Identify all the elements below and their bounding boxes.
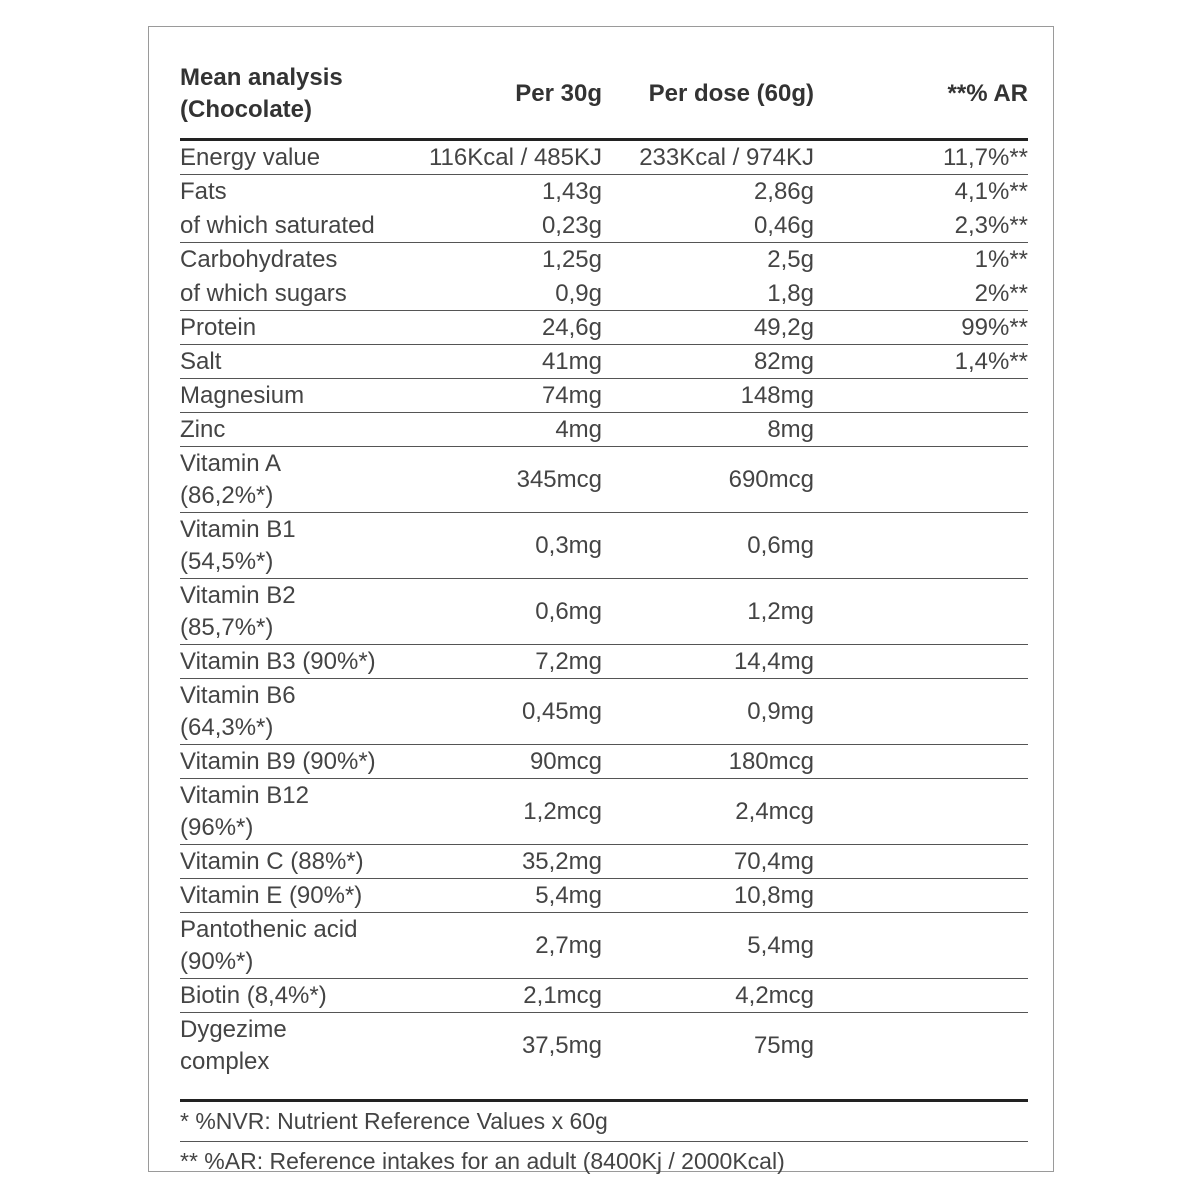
nutrient-name: Biotin (8,4%*) xyxy=(180,981,327,1009)
nutrient-name-line: (54,5%*) xyxy=(180,547,274,575)
nutrient-value: 0,23g xyxy=(541,211,602,239)
header-nutrient xyxy=(180,62,402,126)
table-row xyxy=(180,513,1028,579)
nutrient-value: 1,8g xyxy=(767,279,814,307)
nutrient-value: 2,86g xyxy=(753,178,814,205)
nutrient-name: of which sugars xyxy=(180,279,347,307)
nutrient-name xyxy=(180,1014,402,1078)
nutrient-name xyxy=(180,780,402,844)
nutrient-name: Vitamin B3 (90%*) xyxy=(180,647,376,675)
nutrient-value: 0,6mg xyxy=(747,531,814,559)
nutrient-value: 1,2mcg xyxy=(523,797,602,825)
nutrient-value: 0,46g xyxy=(753,211,814,239)
table-row xyxy=(180,311,1028,345)
nutrient-value: 0,9g xyxy=(555,279,602,307)
nutrient-name: Zinc xyxy=(180,415,226,443)
footnote-ar: ** %AR: Reference intakes for an adult (8400Kj / 2000Kcal) xyxy=(180,1148,785,1174)
table-body xyxy=(180,141,1028,1079)
table-row xyxy=(180,413,1028,447)
table-row xyxy=(180,447,1028,513)
nutrient-value: 8mg xyxy=(767,415,814,443)
nutrient-value: 0,6mg xyxy=(535,597,602,625)
nutrient-name: Vitamin E (90%*) xyxy=(180,881,363,909)
table-row xyxy=(180,879,1028,913)
nutrient-value: 2,4mcg xyxy=(735,797,814,825)
table-row xyxy=(180,579,1028,645)
nutrient-name: Energy value xyxy=(180,143,321,171)
nutrient-value: 75mg xyxy=(753,1032,814,1059)
nutrient-name: of which saturated xyxy=(180,211,375,239)
nutrient-value: 70,4mg xyxy=(733,847,814,875)
nutrient-name: Carbohydrates xyxy=(180,246,338,273)
nutrient-name xyxy=(180,514,402,578)
nutrient-value: 4,1%** xyxy=(954,178,1028,205)
nutrient-value: 116Kcal / 485KJ xyxy=(428,143,602,171)
table-row xyxy=(180,175,1028,209)
table-row xyxy=(180,345,1028,379)
nutrient-name: Vitamin C (88%*) xyxy=(180,847,364,875)
nutrient-value: 2%** xyxy=(974,279,1028,307)
nutrient-value: 1,4%** xyxy=(954,347,1028,375)
nutrient-name-line: complex xyxy=(180,1048,270,1075)
nutrient-name xyxy=(180,580,402,644)
nutrient-value: 180mcg xyxy=(728,747,814,775)
table-row xyxy=(180,979,1028,1013)
nutrient-name-line: Vitamin B2 xyxy=(180,581,296,609)
table-row xyxy=(180,913,1028,979)
nutrient-value: 1,2mg xyxy=(747,597,814,625)
nutrient-value: 0,45mg xyxy=(521,697,602,725)
header-ar: **% AR xyxy=(947,79,1028,107)
nutrient-name xyxy=(180,680,402,744)
nutrient-value: 0,9mg xyxy=(747,697,814,725)
nutrient-value: 0,3mg xyxy=(535,531,602,559)
nutrient-value: 10,8mg xyxy=(733,881,814,909)
nutrient-name-line: (85,7%*) xyxy=(180,613,274,641)
table-row xyxy=(180,379,1028,413)
table-row xyxy=(180,243,1028,277)
table-row xyxy=(180,645,1028,679)
nutrient-value: 24,6g xyxy=(541,313,602,341)
nutrient-value: 90mcg xyxy=(529,747,602,775)
table-row xyxy=(180,745,1028,779)
nutrient-name-line: Vitamin B6 xyxy=(180,681,296,709)
nutrient-name xyxy=(180,448,402,512)
nutrient-value: 99%** xyxy=(961,313,1028,341)
footnote-nvr: * %NVR: Nutrient Reference Values x 60g xyxy=(180,1102,1028,1142)
nutrition-panel xyxy=(148,26,1054,1172)
table-row xyxy=(180,209,1028,243)
table-row xyxy=(180,1013,1028,1079)
table-row xyxy=(180,141,1028,175)
nutrient-value: 1,43g xyxy=(541,178,602,205)
nutrient-value: 345mcg xyxy=(516,465,602,493)
nutrient-value: 37,5mg xyxy=(521,1032,602,1059)
nutrient-name-line: Vitamin A xyxy=(180,449,281,477)
nutrient-value: 233Kcal / 974KJ xyxy=(639,143,814,171)
table-row xyxy=(180,845,1028,879)
nutrient-value: 4mg xyxy=(555,415,602,443)
nutrient-value: 1%** xyxy=(974,246,1028,273)
nutrient-value: 148mg xyxy=(740,381,814,409)
nutrient-value: 2,3%** xyxy=(954,211,1028,239)
nutrition-table xyxy=(180,49,1028,1182)
nutrient-name: Salt xyxy=(180,347,222,375)
table-row xyxy=(180,779,1028,845)
nutrient-value: 11,7%** xyxy=(943,143,1028,171)
nutrient-name: Magnesium xyxy=(180,381,305,409)
table-header xyxy=(180,49,1028,141)
header-line-1: Mean analysis xyxy=(180,63,343,91)
nutrient-value: 2,1mcg xyxy=(523,981,602,1009)
nutrient-name-line: Pantothenic acid xyxy=(180,915,358,943)
nutrient-name: Vitamin B9 (90%*) xyxy=(180,747,376,775)
nutrient-value: 74mg xyxy=(541,381,602,409)
nutrient-value: 690mcg xyxy=(728,465,814,493)
nutrient-name-line: Vitamin B12 xyxy=(180,781,309,809)
nutrient-value: 41mg xyxy=(541,347,602,375)
nutrient-value: 4,2mcg xyxy=(735,981,814,1009)
nutrient-name-line: Dygezime xyxy=(180,1016,287,1043)
table-row xyxy=(180,679,1028,745)
nutrient-value: 1,25g xyxy=(541,246,602,273)
nutrient-value: 7,2mg xyxy=(535,647,602,675)
nutrient-name-line: (86,2%*) xyxy=(180,481,274,509)
nutrient-value: 5,4mg xyxy=(535,881,602,909)
nutrient-value: 35,2mg xyxy=(521,847,602,875)
nutrient-value: 14,4mg xyxy=(733,647,814,675)
nutrient-value: 2,7mg xyxy=(535,931,602,959)
table-row xyxy=(180,277,1028,311)
nutrient-name-line: Vitamin B1 xyxy=(180,515,296,543)
nutrient-name-line: (96%*) xyxy=(180,813,254,841)
nutrient-name-line: (64,3%*) xyxy=(180,713,274,741)
nutrient-value: 5,4mg xyxy=(747,931,814,959)
nutrient-value: 2,5g xyxy=(767,246,814,273)
nutrient-name: Fats xyxy=(180,178,227,205)
nutrient-name: Protein xyxy=(180,313,257,341)
nutrient-value: 49,2g xyxy=(753,313,814,341)
header-per-30g: Per 30g xyxy=(515,79,602,107)
nutrient-value: 82mg xyxy=(753,347,814,375)
nutrient-name-line: (90%*) xyxy=(180,947,254,975)
nutrient-name xyxy=(180,914,402,978)
header-per-dose: Per dose (60g) xyxy=(648,79,814,107)
header-line-2: (Chocolate) xyxy=(180,95,312,123)
